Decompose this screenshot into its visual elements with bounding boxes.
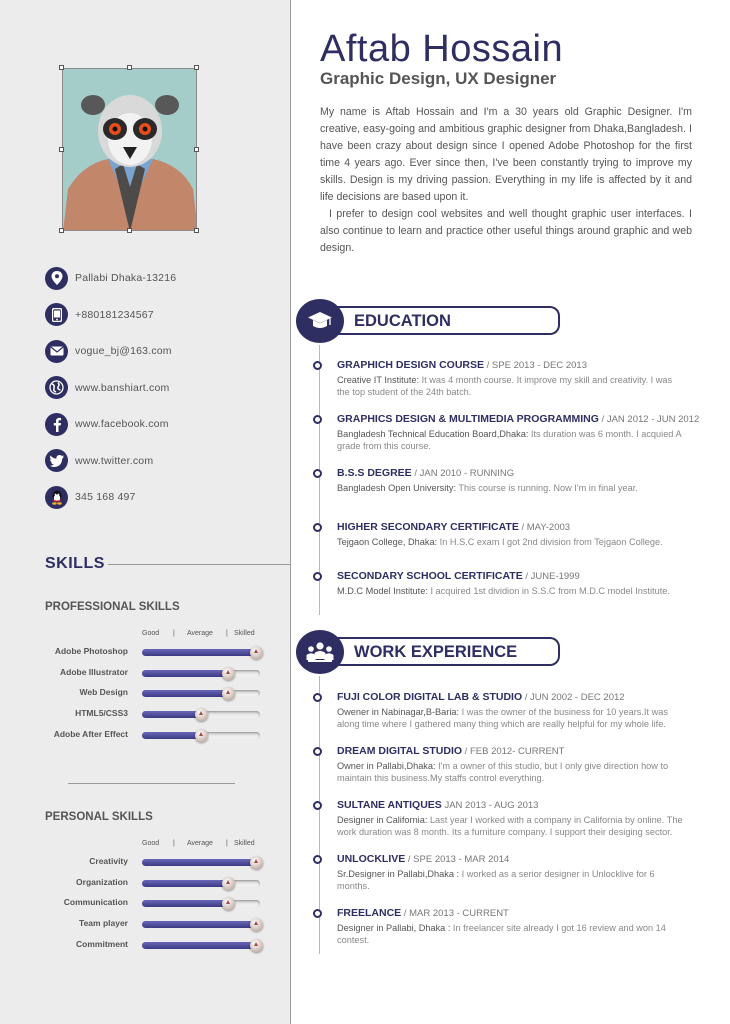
entry-organization: Bangladesh Open University: — [337, 483, 456, 493]
scale-separator: | — [226, 630, 228, 637]
entry-text: In freelancer site already I got 16 review and won 14 contest. — [337, 923, 666, 945]
entry-organization: Creative IT Institute: — [337, 375, 420, 385]
contact-twitter[interactable] — [45, 449, 176, 473]
entry-date: JAN 2013 - AUG 2013 — [441, 800, 539, 811]
scale-skilled-label: Skilled — [234, 840, 255, 847]
entry-heading — [337, 691, 698, 704]
skill-fill — [142, 711, 201, 718]
entry-title: HIGHER SECONDARY CERTIFICATE — [337, 521, 519, 533]
entry-description — [337, 586, 687, 598]
timeline-entry — [313, 467, 698, 495]
scale-good-label: Good — [142, 840, 160, 847]
scale-good-label: Good — [142, 630, 160, 637]
entry-organization: Owener in Nabinagar,B-Baria: — [337, 707, 460, 717]
entry-heading — [337, 799, 698, 812]
skill-slider[interactable] — [142, 880, 260, 887]
entry-description — [337, 429, 687, 452]
entry-heading — [337, 853, 698, 866]
entry-text: I acquired 1st dividion in S.S.C from M.D.C model Institute. — [427, 586, 670, 596]
contact-website-text[interactable]: www.banshiart.com — [75, 381, 170, 394]
skill-slider[interactable] — [142, 649, 260, 656]
slider-knob[interactable] — [250, 646, 263, 659]
profile-role: Graphic Design, UX Designer — [320, 69, 557, 88]
qq-icon — [45, 486, 68, 509]
skill-row — [0, 856, 291, 868]
scale-separator: | — [173, 630, 175, 637]
slider-knob[interactable] — [222, 877, 235, 890]
entry-heading — [337, 413, 698, 426]
skills-divider — [68, 783, 235, 784]
skill-slider[interactable] — [142, 942, 260, 949]
contact-list — [45, 266, 176, 522]
entry-title: FREELANCE — [337, 907, 402, 919]
contact-twitter-text[interactable]: www.twitter.com — [75, 454, 154, 467]
scale-average-label: Average — [187, 630, 213, 637]
entry-date: / SPE 2013 - DEC 2013 — [484, 360, 587, 371]
entry-description — [337, 483, 687, 495]
slider-knob[interactable] — [250, 939, 263, 952]
entry-heading — [337, 359, 698, 372]
skill-fill — [142, 880, 228, 887]
entry-text: Last year I worked with a company in California by online. The work duration was 8 month. Its a furniture company. I support their desiging sector. — [337, 815, 683, 837]
profile-photo — [62, 68, 197, 231]
sidebar — [0, 0, 291, 1024]
education-header — [296, 299, 562, 343]
timeline-dot — [313, 572, 322, 581]
entry-text: It was 4 month course. It improve my skill and creativity. I was the top student of the 24th batch. — [337, 375, 673, 397]
entry-heading — [337, 907, 698, 920]
timeline-dot — [313, 909, 322, 918]
timeline-dot — [313, 361, 322, 370]
lemur-portrait-image — [63, 69, 197, 231]
entry-text: I was the owner of the business for 10 years.It was along time where I gathered many thing which are really helpful for my whole life. — [337, 707, 668, 729]
entry-heading — [337, 745, 698, 758]
skill-name: Web Design — [79, 687, 128, 697]
entry-text: In H.S.C exam I got 2nd division from Tejgaon College. — [437, 537, 663, 547]
skill-name: Communication — [63, 897, 128, 907]
slider-knob[interactable] — [222, 687, 235, 700]
crop-handle — [59, 228, 64, 233]
entry-date: / FEB 2012- CURRENT — [462, 746, 565, 757]
location-pin-icon — [45, 267, 68, 290]
scale-skilled-label: Skilled — [234, 630, 255, 637]
entry-title: SULTANE ANTIQUES — [337, 799, 442, 811]
contact-facebook[interactable] — [45, 412, 176, 436]
scale-separator: | — [173, 840, 175, 847]
phone-icon — [45, 303, 68, 326]
education-title: EDUCATION — [354, 312, 451, 330]
skill-row — [0, 646, 291, 658]
contact-address — [45, 266, 176, 290]
timeline-entry — [313, 853, 698, 892]
entry-text: This course is running. Now I'm in final year. — [456, 483, 638, 493]
crop-handle — [194, 65, 199, 70]
skill-slider[interactable] — [142, 900, 260, 907]
entry-description — [337, 923, 687, 946]
team-icon — [296, 630, 344, 674]
entry-text: I worked as a serior designer in Unlocklive for 6 months. — [337, 869, 655, 891]
work-title: WORK EXPERIENCE — [354, 643, 518, 661]
skill-fill — [142, 921, 256, 928]
entry-organization: Owner in Pallabi,Dhaka: — [337, 761, 436, 771]
slider-knob[interactable] — [250, 856, 263, 869]
skill-row — [0, 897, 291, 909]
skill-row — [0, 687, 291, 699]
entry-organization: Designer in Pallabi, Dhaka : — [337, 923, 451, 933]
crop-handle — [59, 65, 64, 70]
mail-icon — [45, 340, 68, 363]
entry-organization: M.D.C Model Institute: — [337, 586, 428, 596]
entry-date: / JAN 2010 - RUNNING — [411, 468, 515, 479]
timeline-entry — [313, 907, 698, 946]
professional-skills-title: PROFESSIONAL SKILLS — [45, 601, 180, 613]
profile-bio — [320, 104, 692, 257]
bio-paragraph: I prefer to design cool websites and well thought graphic user interfaces. I also continue to learn and practice other useful things around graphic and web design. — [320, 208, 692, 254]
skill-fill — [142, 942, 256, 949]
skill-name: HTML5/CSS3 — [75, 708, 128, 718]
timeline-dot — [313, 469, 322, 478]
timeline-entry — [313, 745, 698, 784]
contact-phone — [45, 303, 176, 327]
entry-organization: Bangladesh Technical Education Board,Dhaka: — [337, 429, 529, 439]
crop-handle — [194, 228, 199, 233]
slider-knob[interactable] — [195, 708, 208, 721]
contact-qq — [45, 485, 176, 509]
skill-row — [0, 918, 291, 930]
skill-slider[interactable] — [142, 690, 260, 697]
skill-row — [0, 939, 291, 951]
skill-name: Commitment — [76, 939, 128, 949]
slider-knob[interactable] — [222, 667, 235, 680]
entry-title: GRAPHICS DESIGN & MULTIMEDIA PROGRAMMING — [337, 413, 599, 425]
skill-fill — [142, 670, 228, 677]
entry-date: / MAY-2003 — [518, 522, 571, 533]
bio-paragraph: My name is Aftab Hossain and I'm a 30 years old Graphic Designer. I'm creative, easy-going and ambitious graphic designer from Dhaka,Bangladesh. I have been crazy about design since I opened Adobe Photoshop for the first time 4 years ago. Ever since then, I've been constantly trying to improve my skills. Design is my driving passion. Everything in my life is affected by it and life decisions are based upon it. — [320, 106, 692, 203]
skill-name: Organization — [76, 877, 128, 887]
entry-description — [337, 869, 687, 892]
skill-slider[interactable] — [142, 711, 260, 718]
skill-fill — [142, 859, 256, 866]
skill-slider[interactable] — [142, 921, 260, 928]
entry-title: GRAPHICH DESIGN COURSE — [337, 359, 485, 371]
skill-fill — [142, 649, 256, 656]
skill-row — [0, 667, 291, 679]
contact-qq-text: 345 168 497 — [75, 491, 136, 503]
entry-heading — [337, 570, 698, 583]
profile-name: Aftab Hossain — [320, 28, 564, 70]
timeline-entry — [313, 570, 698, 598]
skill-slider[interactable] — [142, 670, 260, 677]
entry-text: I'm a owner of this studio, but I only give direction how to maintain this business.My staffs control everything. — [337, 761, 669, 783]
facebook-icon — [45, 413, 68, 436]
entry-date: / JUN 2002 - DEC 2012 — [522, 692, 625, 703]
timeline-dot — [313, 855, 322, 864]
timeline-dot — [313, 801, 322, 810]
timeline-dot — [313, 747, 322, 756]
skills-title: SKILLS — [45, 555, 105, 572]
personal-skills-title: PERSONAL SKILLS — [45, 811, 153, 823]
skill-slider[interactable] — [142, 859, 260, 866]
entry-date: / JUNE-1999 — [522, 571, 580, 582]
skill-fill — [142, 732, 201, 739]
contact-phone-text: +880181234567 — [75, 308, 154, 321]
entry-text: Its duration was 6 month. I acquied A grade from this course. — [337, 429, 682, 451]
contact-email[interactable] — [45, 339, 176, 363]
skill-scale — [142, 630, 262, 637]
timeline-dot — [313, 523, 322, 532]
timeline-entry — [313, 691, 698, 730]
twitter-icon — [45, 449, 68, 472]
skill-scale — [142, 840, 262, 847]
skill-name: Adobe Photoshop — [54, 646, 128, 656]
entry-organization: Sr.Designer in Pallabi,Dhaka : — [337, 869, 460, 879]
entry-title: B.S.S DEGREE — [337, 467, 412, 479]
timeline-entry — [313, 521, 698, 549]
entry-description — [337, 375, 687, 398]
entry-description — [337, 707, 687, 730]
timeline-entry — [313, 799, 698, 838]
slider-knob[interactable] — [250, 918, 263, 931]
skill-name: Team player — [79, 918, 128, 928]
entry-description — [337, 815, 687, 838]
entry-organization: Designer in California: — [337, 815, 428, 825]
crop-handle — [194, 147, 199, 152]
entry-heading — [337, 521, 698, 534]
skill-row — [0, 708, 291, 720]
entry-date: / SPE 2013 - MAR 2014 — [405, 854, 510, 865]
crop-handle — [127, 65, 132, 70]
skill-fill — [142, 900, 228, 907]
entry-description — [337, 761, 687, 784]
skill-name: Creativity — [89, 856, 128, 866]
timeline-entry — [313, 413, 698, 452]
crop-handle — [127, 228, 132, 233]
crop-handle — [59, 147, 64, 152]
scale-average-label: Average — [187, 840, 213, 847]
entry-title: SECONDARY SCHOOL CERTIFICATE — [337, 570, 523, 582]
entry-date: / MAR 2013 - CURRENT — [401, 908, 509, 919]
skill-row — [0, 877, 291, 889]
entry-date: / JAN 2012 - JUN 2012 — [598, 414, 700, 425]
contact-address-text: Pallabi Dhaka-13216 — [75, 272, 177, 284]
skills-rule — [108, 564, 291, 565]
slider-knob[interactable] — [195, 729, 208, 742]
timeline-entry — [313, 359, 698, 398]
work-header — [296, 630, 562, 674]
globe-icon — [45, 376, 68, 399]
skill-name: Adobe After Effect — [53, 729, 128, 739]
timeline-dot — [313, 693, 322, 702]
contact-website[interactable] — [45, 376, 176, 400]
slider-knob[interactable] — [222, 897, 235, 910]
timeline-dot — [313, 415, 322, 424]
contact-facebook-text[interactable]: www.facebook.com — [75, 418, 169, 430]
entry-title: UNLOCKLIVE — [337, 853, 406, 865]
skill-slider[interactable] — [142, 732, 260, 739]
entry-organization: Tejgaon College, Dhaka: — [337, 537, 438, 547]
skill-row — [0, 729, 291, 741]
contact-email-text[interactable]: vogue_bj@163.com — [75, 345, 172, 357]
entry-heading — [337, 467, 698, 480]
entry-title: DREAM DIGITAL STUDIO — [337, 745, 463, 757]
graduation-cap-icon — [296, 299, 344, 343]
entry-title: FUJI COLOR DIGITAL LAB & STUDIO — [337, 691, 523, 703]
skill-name: Adobe Illustrator — [59, 667, 128, 677]
scale-separator: | — [226, 840, 228, 847]
skill-fill — [142, 690, 228, 697]
entry-description — [337, 537, 687, 549]
